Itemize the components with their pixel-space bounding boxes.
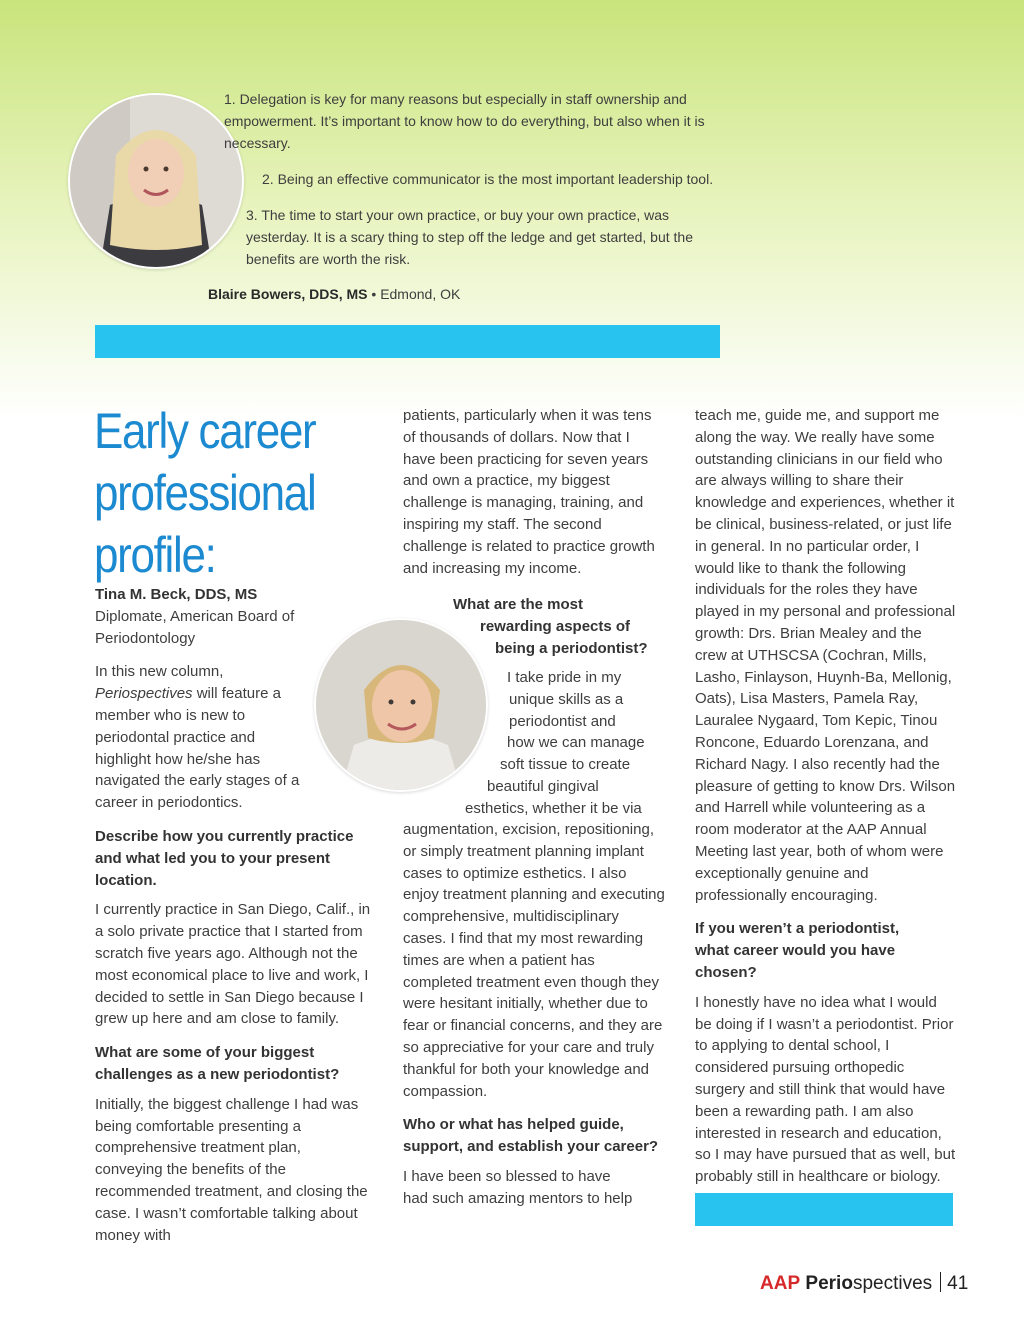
answer-2-part-2: patients, particularly when it was tens of thousands of dollars. Now that I have been practicing for seven years and own a practice, my biggest challenge is managing, training, and inspiring my staff. The second challenge is related to practice growth and increasing my income. [403, 407, 655, 577]
question-5: If you weren’t a periodontist, what career would you have chosen? [695, 920, 900, 981]
title-line-1: Early career [94, 403, 316, 459]
answer-3-wrap-line-5: soft tissue to create [500, 756, 631, 774]
answer-4-part-1: I have been so blessed to have had such amazing mentors to help [403, 1167, 633, 1207]
title-line-2: professional [94, 465, 316, 521]
footer-perio: Perio [805, 1273, 853, 1294]
page-number: 41 [947, 1273, 969, 1294]
tip-3: 3. The time to start your own practice, or buy your own practice, was yesterday. It is a scary thing to step off the ledge and get started, but the benefits are worth the risk. [246, 207, 693, 267]
quote-byline [208, 286, 460, 302]
byline-location: Edmond, OK [380, 286, 461, 302]
tip-1: 1. Delegation is key for many reasons but especially in staff ownership and empowerment. It’s important to know how to do everything, but also when it is necessary. [224, 91, 705, 151]
portrait-woman-icon [316, 620, 486, 790]
footer-aap: AAP [760, 1273, 801, 1294]
intro-text-1: In this new column, [95, 663, 224, 681]
column-3 [695, 405, 957, 1188]
top-blue-bar [95, 325, 720, 358]
question-3-line-1: What are the most [453, 596, 584, 613]
intro-publication-name: Periospectives [95, 685, 193, 703]
question-3 [453, 594, 648, 659]
footer-spectives: spectives [852, 1273, 933, 1294]
question-3-line-2: rewarding aspects of [480, 617, 631, 635]
answer-3-wrap-line-4: how we can manage [507, 734, 645, 752]
byline-name: Blaire Bowers, DDS, MS [208, 286, 368, 302]
question-2: What are some of your biggest challenges as a new periodontist? [95, 1044, 340, 1083]
answer-5: I honestly have no idea what I would be doing if I wasn’t a periodontist. Prior to applying to dental school, I considered pursuing orthopedic surgery and still think that would have been a rewarding path. I am also interested in research and education, so I may have pursued that as well, but probably still in healthcare or biology. [695, 993, 956, 1186]
answer-3-wrap-line-1: I take pride in my [507, 669, 622, 686]
column-2 [403, 405, 665, 579]
answer-1: I currently practice in San Diego, Calif., in a solo private practice that I started from scratch five years ago. Although not the most economical place to live and work, I decided to settle in San Diego because I grew up here and am close to family. [95, 901, 371, 1028]
intro-paragraph [95, 661, 300, 814]
footer-divider [940, 1272, 941, 1292]
article-title [94, 400, 394, 586]
answer-3-wrap-line-3: periodontist and [509, 712, 616, 730]
title-line-3: profile: [94, 527, 216, 583]
portrait-woman-icon [70, 95, 242, 267]
tina-beck-photo [314, 618, 488, 792]
answer-2-part-1: Initially, the biggest challenge I had was being comfortable presenting a comprehensive treatment plan, conveying the benefits of the recommended treatment, and closing the case. I wasn’t comfortable talking about money with [95, 1095, 368, 1244]
answer-3-rest: augmentation, excision, repositioning, or simply treatment planning implant cases to optimize esthetics. I also enjoy treatment planning and executing comprehensive, multidisciplinary cases. I find that my most rewarding times are when a patient has completed treatment even though they were hesitant initially, whether due to fear or financial concerns, and they are so appreciative for your care and truly thankful for both your knowledge and compassion. [403, 821, 665, 1100]
bottom-blue-bar [695, 1193, 953, 1226]
question-4: Who or what has helped guide, support, and establish your career? [403, 1116, 659, 1156]
question-1: Describe how you currently practice and what led you to your present location. [95, 827, 354, 889]
tip-2: 2. Being an effective communicator is the most important leadership tool. [262, 171, 714, 187]
blaire-bowers-photo [68, 93, 244, 269]
byline-separator: • [367, 286, 381, 302]
author-name: Tina M. Beck, DDS, MS [95, 586, 258, 603]
answer-3-wrap-line-7: esthetics, whether it be via [465, 799, 642, 817]
page-footer [760, 1272, 968, 1295]
answer-3-wrap-line-6: beautiful gingival [487, 778, 599, 795]
author-title-line-1: Diplomate, American Board of [95, 607, 295, 625]
answer-3-wrap-line-2: unique skills as a [509, 690, 624, 708]
question-3-line-3: being a periodontist? [495, 639, 648, 657]
column-2-lower [403, 819, 665, 1210]
intro-text-2: will feature a member who is new to periodontal practice and highlight how he/she has navigated the early stages of a career in periodontics. [95, 685, 300, 812]
author-title-line-2: Periodontology [95, 629, 196, 647]
answer-4-part-2: teach me, guide me, and support me along the way. We really have some outstanding clinicians in our field who are always willing to share their knowledge and experiences, whether it be clinical, business-related, or just life in general. In no particular order, I would like to thank the following individuals for the roles they have played in my personal and professional growth: Drs. Brian Mealey and the crew at UTHSCSA (Cochran, Mills, Lasho, Finlayson, Huynh-Ba, Mellonig, Oats), Lisa Masters, Pamela Ray, Lauralee Nygaard, Tom Kepic, Tinou Roncone, Eduardo Lorenzana, and Richard Nagy. I also recently had the pleasure of getting to know Drs. Wilson and Harrell while volunteering as a room moderator at the AAP Annual Meeting last year, both of whom were exceptionally genuine and professionally encouraging. [695, 407, 956, 904]
